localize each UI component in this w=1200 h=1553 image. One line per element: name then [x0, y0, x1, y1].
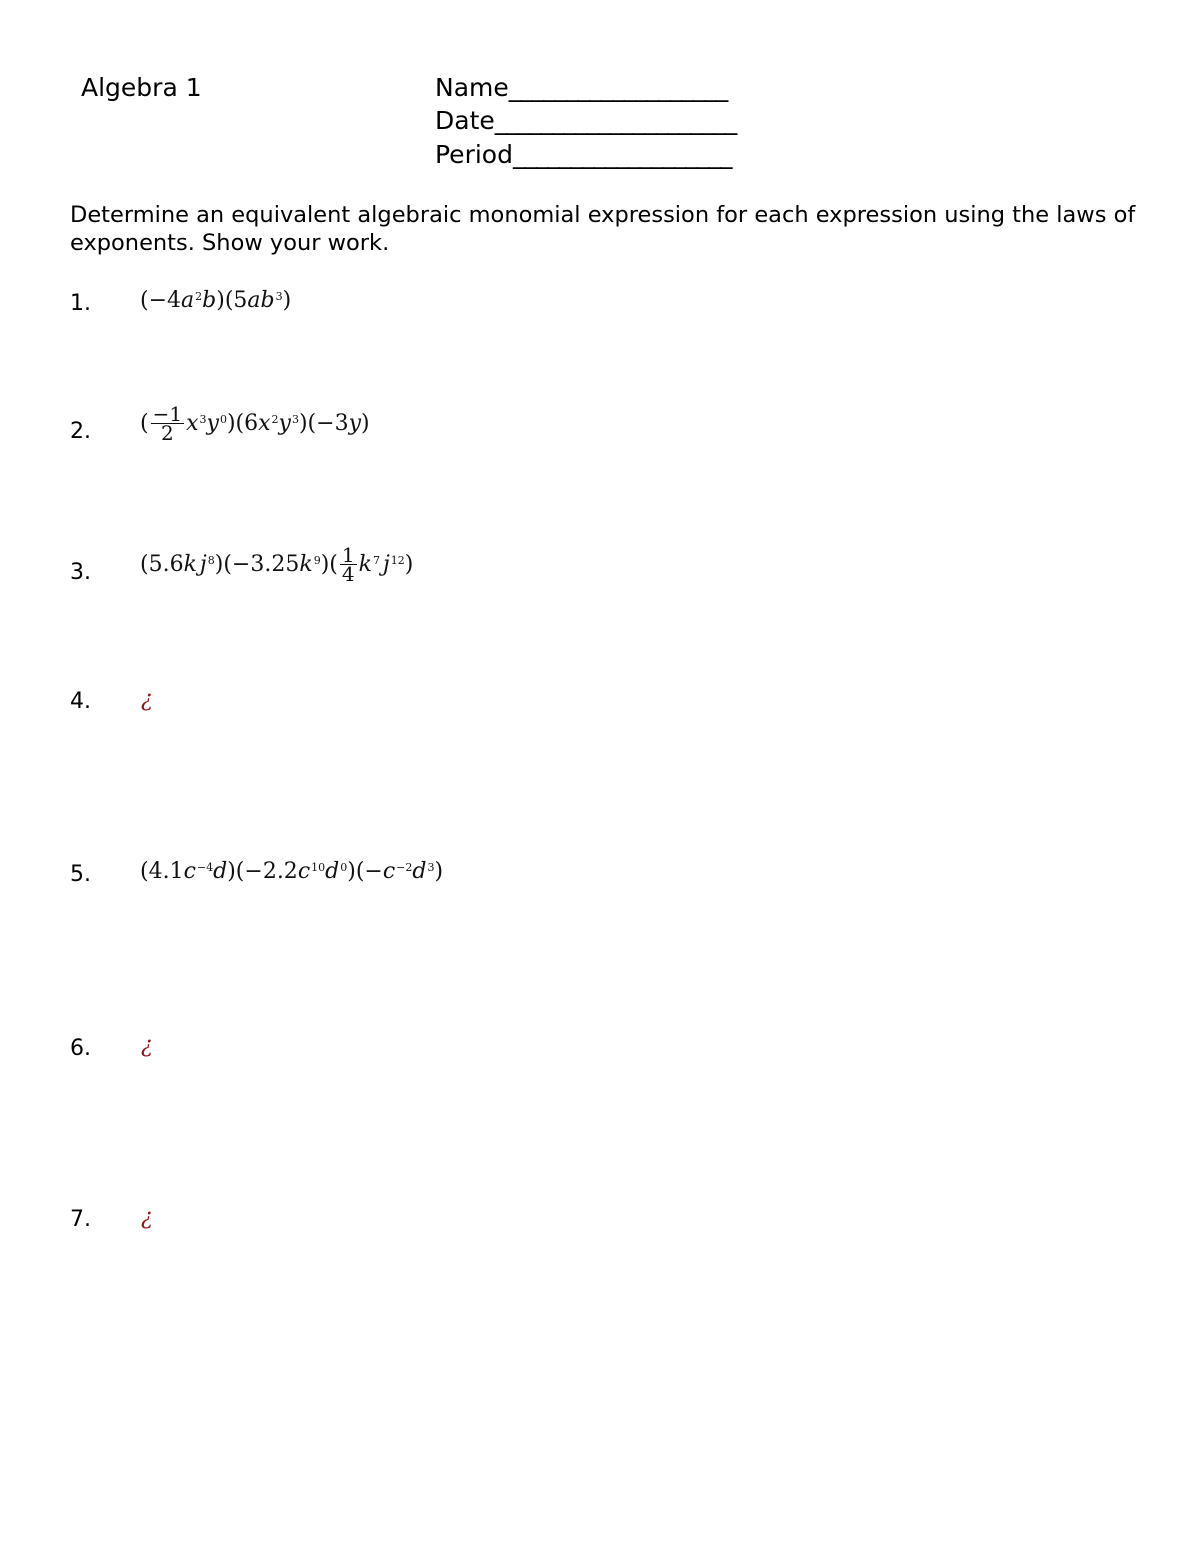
- period-field: [435, 140, 731, 169]
- problem-number: 3.: [70, 560, 91, 585]
- fraction-numerator: 1: [341, 543, 355, 567]
- exponent: 8: [207, 554, 215, 567]
- exponent: 9: [313, 554, 321, 567]
- problem-number: 2.: [70, 419, 91, 444]
- exponent: 0: [340, 861, 348, 874]
- exponent: 2: [195, 290, 203, 303]
- expr-text: )(5: [216, 288, 248, 313]
- expr-text: (4.1: [140, 859, 184, 884]
- name-field: [435, 73, 727, 102]
- expr-text: (−4: [140, 288, 182, 313]
- var: c: [382, 859, 396, 884]
- var: k: [183, 552, 197, 577]
- var: c: [183, 859, 196, 884]
- expr-text: (5.6: [140, 552, 184, 577]
- problem-number: 7.: [70, 1207, 91, 1232]
- fraction-denominator: 4: [341, 562, 355, 586]
- expr-text: )(−2.2: [227, 859, 298, 884]
- expr-text: ): [361, 411, 370, 436]
- expr-text: )(−: [347, 859, 383, 884]
- problem-number: 1.: [70, 291, 91, 316]
- period-blank: ___________________: [512, 140, 732, 169]
- problem-number: 4.: [70, 689, 91, 714]
- period-label: Period: [435, 140, 513, 169]
- var: c: [297, 859, 311, 884]
- var: b: [260, 288, 275, 313]
- exponent: 3: [291, 413, 299, 426]
- exponent: 3: [275, 290, 283, 303]
- fraction: [340, 543, 357, 586]
- problem-3-expression: [140, 543, 414, 586]
- var: d: [325, 859, 340, 884]
- expr-text: )(−3: [298, 411, 349, 436]
- missing-expression-glyph: ¿: [141, 687, 153, 712]
- fraction: [151, 402, 184, 445]
- date-label: Date: [435, 106, 495, 135]
- var: a: [181, 288, 195, 313]
- name-label: Name: [435, 73, 509, 102]
- exponent: 2: [271, 413, 279, 426]
- expr-text: ): [434, 859, 444, 884]
- missing-expression-glyph: ¿: [141, 1205, 153, 1230]
- problem-1-expression: [140, 288, 291, 313]
- exponent: 3: [199, 413, 207, 426]
- expr-text: )(6: [226, 411, 259, 436]
- problem-number: 6.: [70, 1036, 91, 1061]
- exponent: −4: [196, 861, 214, 874]
- exponent: −2: [396, 861, 413, 874]
- expr-text: (: [140, 411, 149, 436]
- var: k: [358, 552, 372, 577]
- var: y: [206, 411, 219, 436]
- fraction-denominator: 2: [160, 421, 174, 445]
- name-blank: ___________________: [508, 73, 728, 102]
- var: x: [258, 411, 271, 436]
- var: j: [382, 552, 390, 577]
- course-title: Algebra 1: [81, 73, 202, 102]
- problem-2-expression: [140, 402, 370, 445]
- var: x: [186, 411, 199, 436]
- exponent: 7: [372, 554, 380, 567]
- expr-text: ): [282, 288, 292, 313]
- var: j: [199, 552, 207, 577]
- date-blank: _____________________: [494, 106, 737, 135]
- var: d: [213, 859, 228, 884]
- date-field: [435, 106, 736, 135]
- var: y: [348, 411, 362, 436]
- var: d: [412, 859, 427, 884]
- var: a: [247, 288, 261, 313]
- expr-text: )(−3.25: [214, 552, 300, 577]
- fraction-numerator: −1: [152, 402, 183, 426]
- expr-text: )(: [320, 552, 338, 577]
- var: k: [299, 552, 313, 577]
- instructions: Determine an equivalent algebraic monomial expression for each expression using the laws of exponents. Show your work.: [70, 202, 1136, 256]
- problem-5-expression: [140, 859, 443, 884]
- missing-expression-glyph: ¿: [141, 1033, 153, 1058]
- exponent: 12: [390, 554, 405, 567]
- var: b: [202, 288, 217, 313]
- var: y: [278, 411, 291, 436]
- problem-number: 5.: [70, 862, 91, 887]
- exponent: 10: [311, 861, 326, 874]
- exponent: 3: [427, 861, 435, 874]
- expr-text: ): [404, 552, 414, 577]
- exponent: 0: [219, 413, 227, 426]
